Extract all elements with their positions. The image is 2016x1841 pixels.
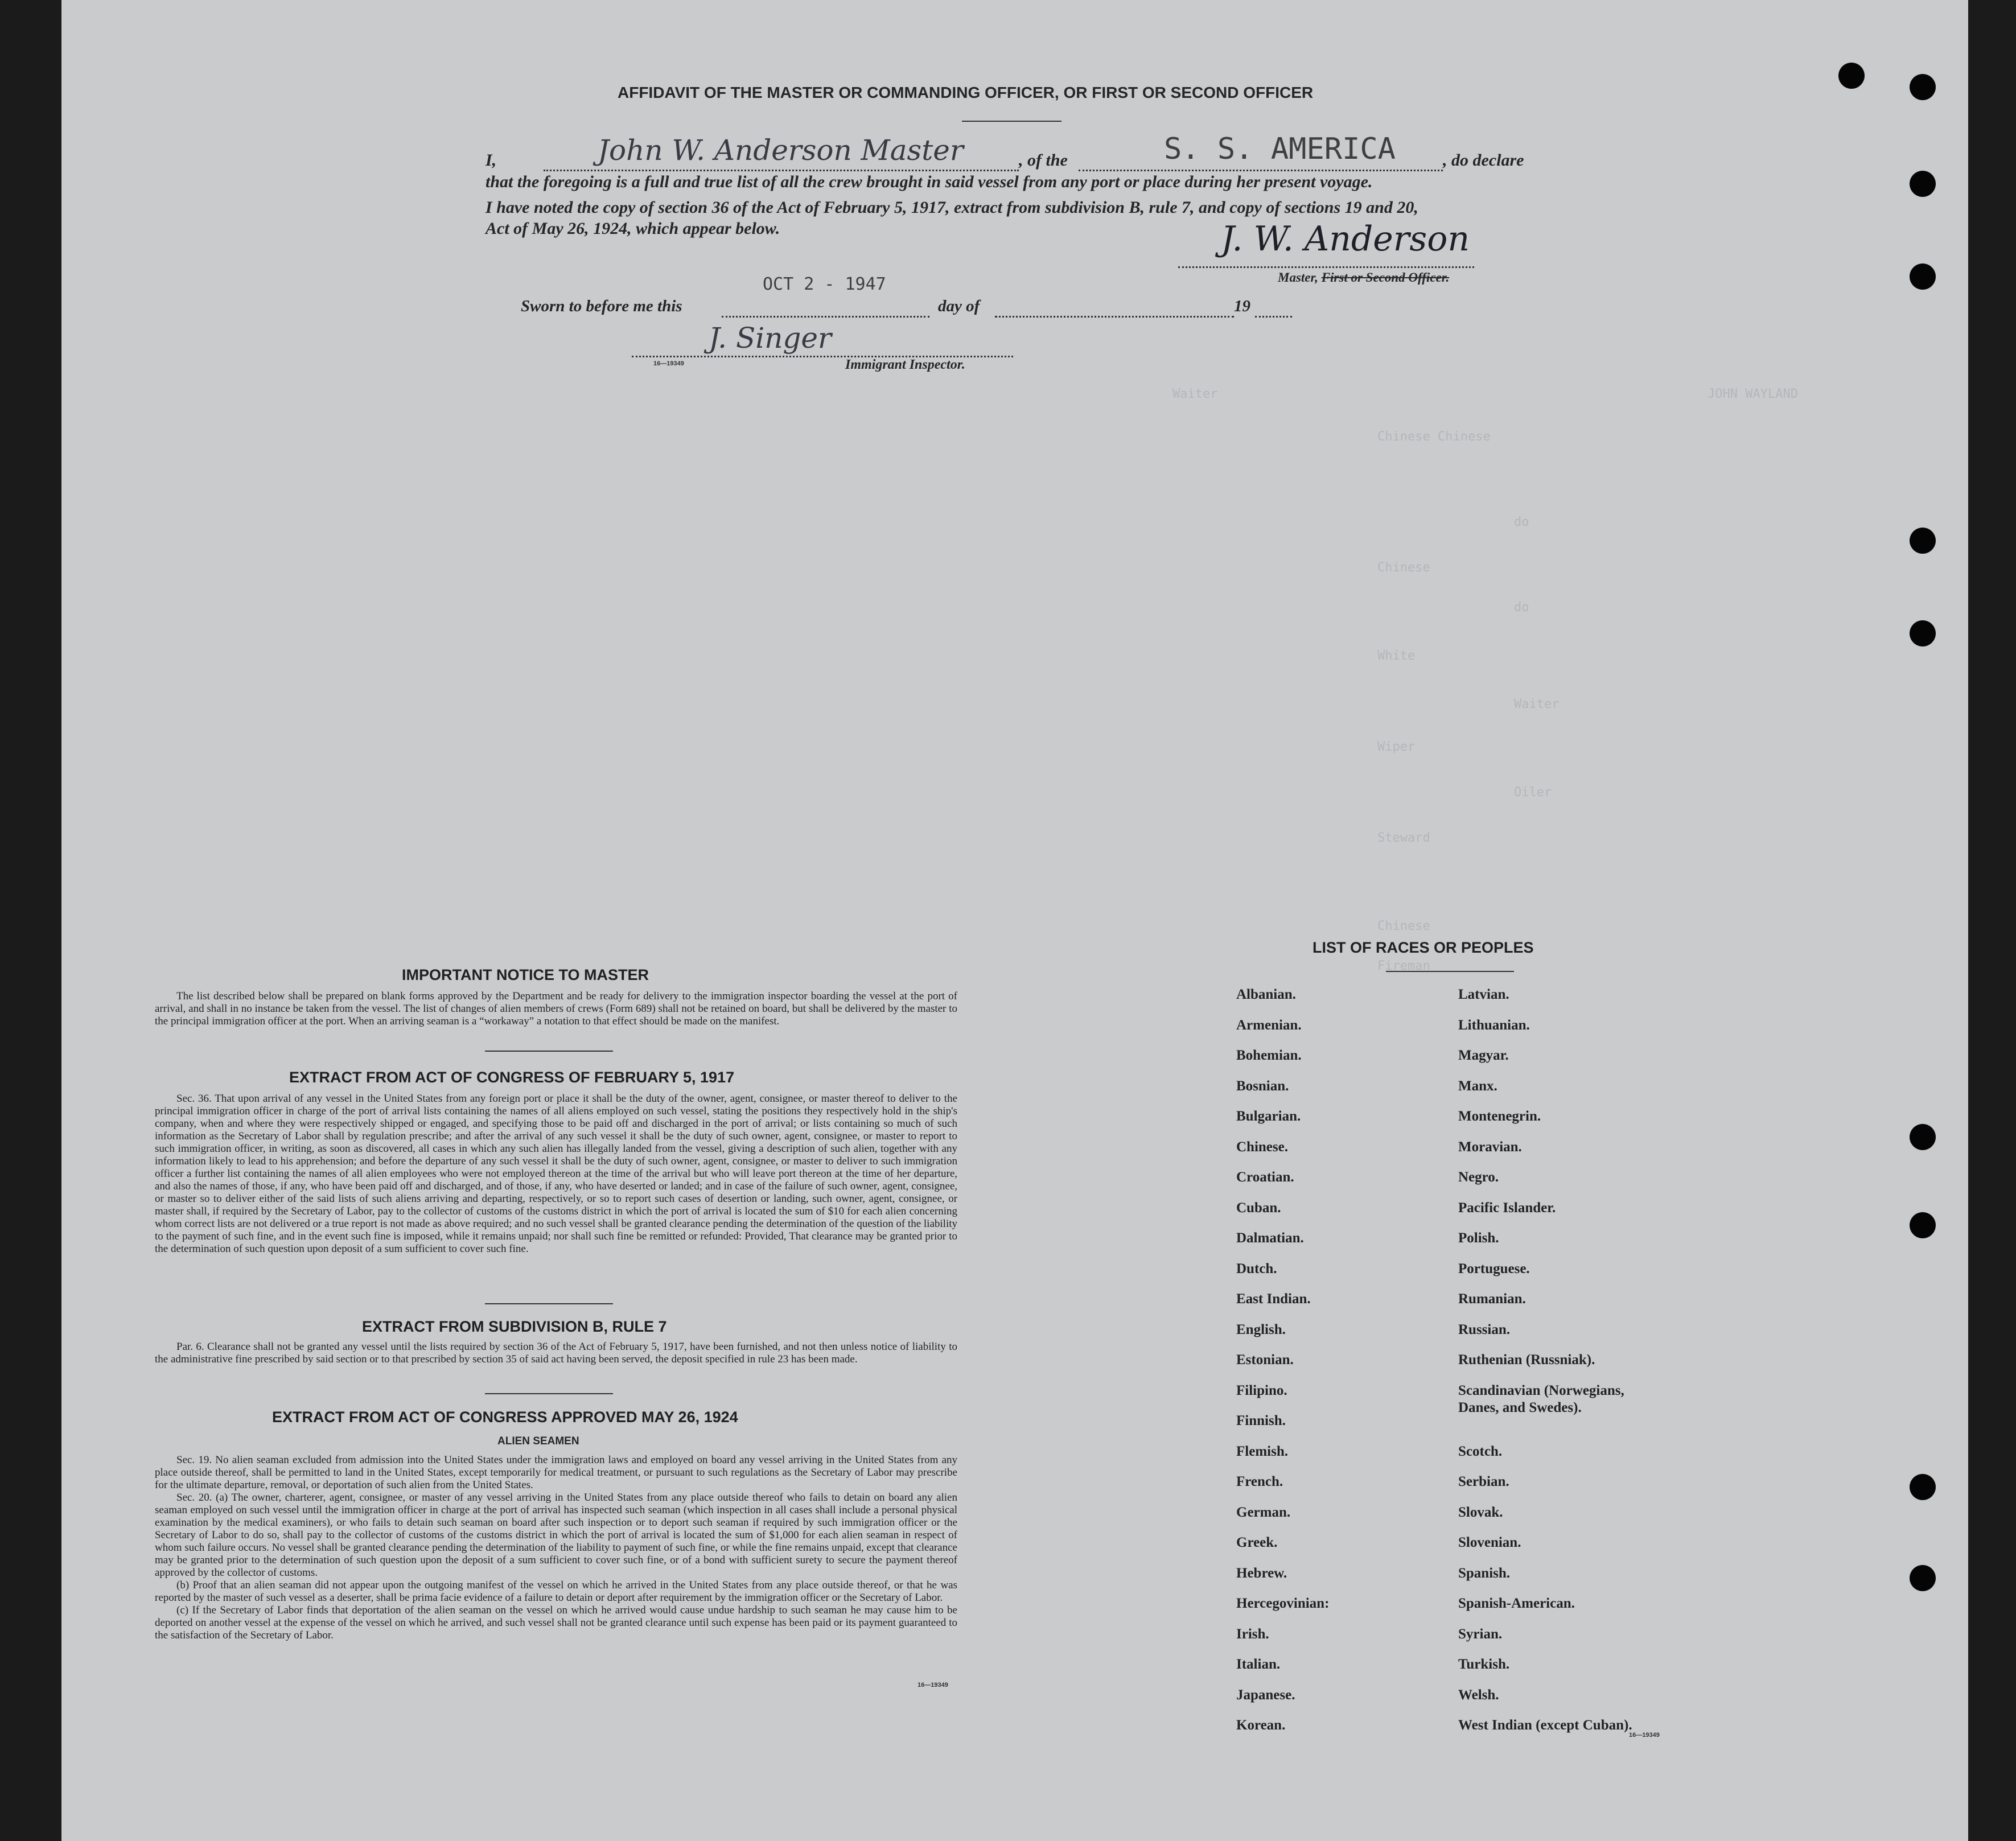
- year-line: [1255, 316, 1292, 318]
- signature-line: [1178, 266, 1474, 268]
- notice-text: The list described below shall be prepared on blank forms approved by the Department and be ready for delivery to the immigration inspector boarding the vessel at the port of arrival, and shall in no instance be taken from the vessel. The list of changes of alien members of crews (Form 689) shall not be retained on board, but shall be delivered by the master to the principal immigration officer at the port. When an arriving seaman is a “workaway” a notation to that effect should be made on the manifest.: [155, 990, 957, 1027]
- declarant-line: [544, 170, 1019, 171]
- race-item: Croatian.: [1236, 1169, 1294, 1185]
- form-number: 16—19349: [653, 360, 684, 367]
- race-item: Polish.: [1458, 1230, 1499, 1246]
- race-item: Hebrew.: [1236, 1565, 1287, 1581]
- sec-20c-text: (c) If the Secretary of Labor finds that deportation of the alien seaman on the vessel on which he arrived would cause undue hardship to such seaman he may cause him to be deported on another vessel at the expense of the vessel on which he arrived, and such vessel shall not be granted clearance until such expense has been paid or its payment guaranteed to the satisfaction of the Secretary of Labor.: [155, 1604, 957, 1641]
- race-item: Portuguese.: [1458, 1261, 1530, 1276]
- race-item: Magyar.: [1458, 1048, 1509, 1063]
- race-item: Rumanian.: [1458, 1291, 1526, 1307]
- race-item: Russian.: [1458, 1321, 1511, 1337]
- affidavit-line-3: I have noted the copy of section 36 of the Act of February 5, 1917, extract from subdivision B, rule 7, and copy of sections 19 and 20,: [486, 198, 1418, 217]
- race-item: Greek.: [1236, 1535, 1278, 1550]
- race-item: West Indian (except Cuban).: [1458, 1718, 1632, 1733]
- race-item: Slovak.: [1458, 1504, 1503, 1520]
- race-item: Syrian.: [1458, 1626, 1503, 1642]
- race-item: Hercegovinian:: [1236, 1596, 1330, 1611]
- form-number: 16—19349: [918, 1682, 948, 1688]
- extract-1917-text: Sec. 36. That upon arrival of any vessel in the United States from any foreign port or place it shall be the duty of the owner, agent, consignee, or master thereof to deliver to the principal immigration officer in charge of the port of arrival lists containing the names of all aliens employed on such vessel, stating the positions they respectively hold in the ship's company, when and where they were respectively shipped or engaged, and specifying those to be paid off and discharged in the port of arrival; or lists containing so much of such information as the Secretary of Labor shall by regulation prescribe; and after the arrival of any such vessel it shall be the duty of such owner, agent, consignee, or master to report to such immigration officer, in writing, as soon as discovered, all cases in which any such alien has illegally landed from the vessel, giving a description of such alien, together with any information likely to lead to his apprehension; and before the departure of any such vessel it shall be the duty of such owner, agent, consignee, or master to deliver to such immigration officer a further list containing the names of all alien employees who were not employed thereon at the time of the arrival but who will leave port thereon at the time of her departure, and also the names of those, if any, who have been paid off and discharged, and of those, if any, who have deserted or landed; and in case of the failure of such owner, agent, consignee, or master so to deliver either of the said lists of such aliens arriving and departing, respectively, or so to report such cases of desertion or landing, such owner, agent, consignee, or master shall, if required by the Secretary of Labor, pay to the collector of customs of the customs district in which the port of arrival is located the sum of $10 for each alien concerning whom correct lists are not delivered or a true report is not made as above required; and no such vessel shall be granted clearance pending the determination of the question of the liability to the payment of such fine, and in the event such fine is imposed, while it remains unpaid; nor shall such fine be remitted or refunded: Provided, That clearance may be granted prior to the determination of such question upon deposit of a sum sufficient to cover such fine.: [155, 1093, 957, 1255]
- affidavit-line-2: that the foregoing is a full and true list of all the crew brought in said vessel from any port or place during her present voyage.: [486, 172, 1373, 191]
- day-of-label: day of: [938, 297, 980, 315]
- alien-seamen-subtitle: ALIEN SEAMEN: [497, 1435, 579, 1447]
- punch-hole: [1910, 528, 1936, 554]
- struck-label-text: First or Second Officer.: [1321, 270, 1450, 285]
- extract-1924-title: EXTRACT FROM ACT OF CONGRESS APPROVED MAY 26, 1924: [272, 1408, 738, 1426]
- race-item: Cuban.: [1236, 1200, 1281, 1216]
- race-item: Scandinavian (Norwegians, Danes, and Swedes).: [1458, 1382, 1624, 1415]
- race-item: Turkish.: [1458, 1657, 1510, 1672]
- divider: [485, 1393, 613, 1394]
- race-item: East Indian.: [1236, 1291, 1311, 1307]
- punch-hole: [1910, 1124, 1936, 1150]
- master-label-text: Master,: [1278, 270, 1318, 285]
- divider: [962, 121, 1062, 122]
- race-item: Scotch.: [1458, 1443, 1503, 1459]
- race-item: Manx.: [1458, 1078, 1497, 1094]
- affidavit-title: AFFIDAVIT OF THE MASTER OR COMMANDING OFFICER, OR FIRST OR SECOND OFFICER: [618, 84, 1314, 101]
- races-right-column: [1458, 986, 1697, 1748]
- race-item: Albanian.: [1236, 987, 1296, 1002]
- race-item: Lithuanian.: [1458, 1017, 1530, 1033]
- sec-19-text: Sec. 19. No alien seaman excluded from admission into the United States under the immigration laws and employed on board any vessel arriving in the United States from any place outside thereof, shall be permitted to land in the United States, except temporarily for medical treatment, or pursuant to such regulations as the Secretary of Labor may prescribe for the ultimate departure, removal, or deportation of such alien from the United States.: [155, 1454, 957, 1491]
- race-item: German.: [1236, 1504, 1291, 1520]
- year-prefix: 19: [1234, 297, 1250, 315]
- extract-rule7-text: Par. 6. Clearance shall not be granted any vessel until the lists required by section 36 of the Act of February 5, 1917, have been furnished, and not then unless notice of liability to the administrative fine prescribed by said section or to that prescribed by section 35 of said act having been served, the deposit specified in rule 23 has been made.: [155, 1341, 957, 1365]
- race-item: Bohemian.: [1236, 1048, 1302, 1063]
- scan-border: [1968, 0, 2016, 1841]
- race-item: Bulgarian.: [1236, 1109, 1301, 1124]
- sec-20a-text: Sec. 20. (a) The owner, charterer, agent, consignee, or master of any vessel arriving in the United States from any place outside thereof who fails to detain on board any alien seaman employed on such vessel until the immigration officer in charge at the port of arrival has inspected such seaman (which inspection in all cases shall include a personal physical examination by the medical examiners), or who fails to detain such seaman on board after such inspection or to deport such seaman if required by such immigration officer or the Secretary of Labor to do so, shall pay to the collector of customs of the customs district in which the port of arrival is located the sum of $1,000 for each alien seaman in respect of whom such failure occurs. No vessel shall be granted clearance pending the determination of the liability to payment of such fine, or while the fine remains unpaid, except that clearance may be granted prior to the determination of such question upon the deposit of a sum sufficient to cover such fine, or of a bond with sufficient surety to secure the payment thereof approved by the collector of customs.: [155, 1492, 957, 1579]
- race-item: Montenegrin.: [1458, 1109, 1541, 1124]
- race-item: Finnish.: [1236, 1413, 1286, 1428]
- punch-hole: [1910, 263, 1936, 290]
- race-item: Irish.: [1236, 1626, 1269, 1642]
- extract-rule7-title: EXTRACT FROM SUBDIVISION B, RULE 7: [362, 1318, 667, 1335]
- vessel-name: S. S. AMERICA: [1164, 132, 1396, 166]
- notice-title: IMPORTANT NOTICE TO MASTER: [402, 966, 649, 983]
- race-item: English.: [1236, 1321, 1286, 1337]
- sworn-day-line: [722, 316, 929, 318]
- race-item: Chinese.: [1236, 1139, 1288, 1155]
- race-item: Serbian.: [1458, 1474, 1509, 1489]
- sworn-date-stamp: OCT 2 - 1947: [763, 274, 886, 294]
- race-item: Armenian.: [1236, 1017, 1302, 1033]
- races-left-column: [1236, 986, 1407, 1748]
- do-declare-label: , do declare: [1443, 151, 1524, 170]
- master-signature: J. W. Anderson: [1221, 219, 1470, 259]
- punch-hole: [1910, 1212, 1936, 1238]
- form-number: 16—19349: [1629, 1732, 1660, 1739]
- race-item: Spanish.: [1458, 1565, 1511, 1581]
- punch-hole: [1910, 1474, 1936, 1500]
- race-item: Japanese.: [1236, 1687, 1295, 1703]
- punch-hole: [1910, 74, 1936, 100]
- affidavit-line-4: Act of May 26, 1924, which appear below.: [486, 219, 780, 238]
- extract-1917-title: EXTRACT FROM ACT OF CONGRESS OF FEBRUARY 5, 1917: [289, 1069, 735, 1086]
- race-item: Negro.: [1458, 1169, 1499, 1185]
- punch-hole: [1910, 1565, 1936, 1591]
- race-item: French.: [1236, 1474, 1283, 1489]
- sworn-label: Sworn to before me this: [521, 297, 682, 315]
- divider: [485, 1051, 613, 1052]
- races-title: LIST OF RACES OR PEOPLES: [1313, 939, 1534, 956]
- race-item: Estonian.: [1236, 1352, 1294, 1368]
- race-item: Flemish.: [1236, 1443, 1288, 1459]
- race-item: Dalmatian.: [1236, 1230, 1304, 1246]
- inspector-label: Immigrant Inspector.: [845, 357, 965, 372]
- extract-1924-text: [155, 1454, 957, 1642]
- punch-hole: [1838, 63, 1865, 89]
- punch-hole: [1910, 620, 1936, 646]
- race-item: Welsh.: [1458, 1687, 1499, 1703]
- race-item: Filipino.: [1236, 1382, 1287, 1398]
- sec-20b-text: (b) Proof that an alien seaman did not appear upon the outgoing manifest of the vessel on which he arrived in the United States from any place outside thereof, or that he was reported by the master of such vessel as a deserter, shall be prima facie evidence of a failure to detain or deport after requirement by the immigration officer or the Secretary of Labor.: [155, 1579, 957, 1604]
- month-line: [995, 316, 1234, 318]
- race-item: Dutch.: [1236, 1261, 1277, 1276]
- inspector-signature: J. Singer: [709, 322, 832, 355]
- race-item: Slovenian.: [1458, 1535, 1521, 1550]
- declarant-name: John W. Anderson Master: [598, 134, 964, 167]
- race-item: Moravian.: [1458, 1139, 1522, 1155]
- vessel-line: [1079, 170, 1443, 171]
- race-item: Italian.: [1236, 1657, 1281, 1672]
- punch-hole: [1910, 171, 1936, 197]
- race-item: Korean.: [1236, 1718, 1286, 1733]
- race-item: Bosnian.: [1236, 1078, 1289, 1094]
- race-item: Ruthenian (Russniak).: [1458, 1352, 1595, 1368]
- race-item: Pacific Islander.: [1458, 1200, 1556, 1216]
- divider: [1386, 971, 1514, 972]
- race-item: Spanish-American.: [1458, 1596, 1575, 1611]
- affidavit-i-label: I,: [486, 151, 497, 170]
- race-item: Latvian.: [1458, 987, 1509, 1002]
- affidavit-of-the-label: , of the: [1019, 151, 1068, 170]
- master-label: [1278, 270, 1449, 285]
- divider: [485, 1303, 613, 1304]
